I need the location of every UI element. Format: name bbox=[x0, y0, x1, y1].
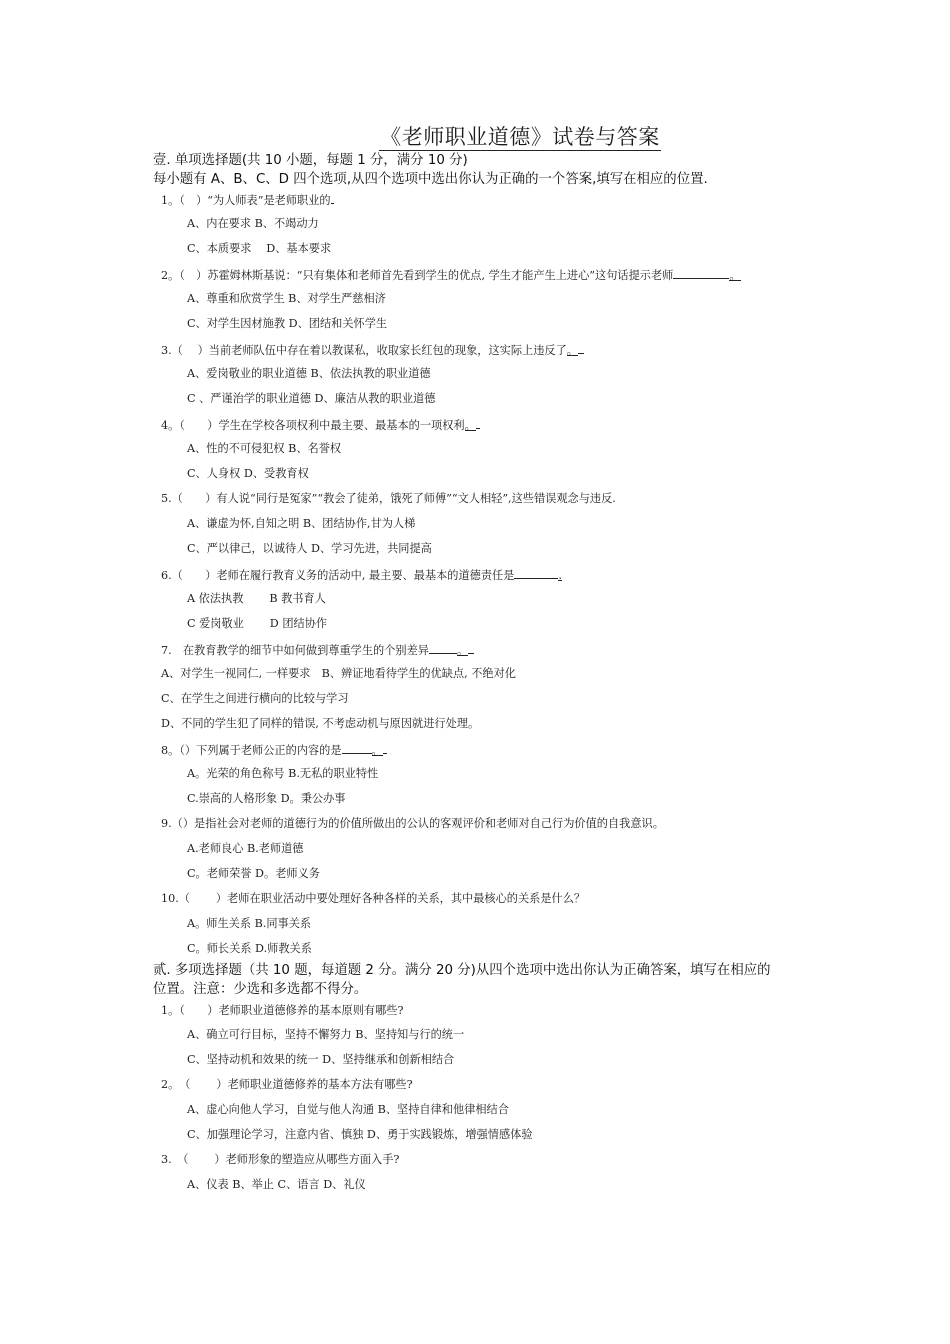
section2-note: 位置。注意：少选和多选都不得分。 bbox=[153, 982, 368, 997]
multi-question-1: 1。（ ）老师职业道德修养的基本原则有哪些? bbox=[161, 1004, 404, 1017]
question-1-option-cd: C、本质要求 D、基本要求 bbox=[187, 242, 332, 255]
question-9: 9.（）是指社会对老师的道德行为的价值所做出的公认的客观评价和老师对自己行为价值的自我意识。 bbox=[161, 817, 664, 830]
question-3-tail: 。 bbox=[566, 344, 578, 357]
question-2-stem: 2。（ ）苏霍姆林斯基说：“只有集体和老师首先看到学生的优点, 学生才能产生上进心”这句话提示老师 bbox=[161, 269, 674, 282]
multi-question-2-option-ab: A、虚心向他人学习，自觉与他人沟通 B、坚持自律和他律相结合 bbox=[187, 1103, 509, 1116]
question-8-stem: 8。（）下列属于老师公正的内容的是 bbox=[161, 744, 342, 757]
question-8-tail: 。 bbox=[371, 744, 383, 757]
question-3 bbox=[161, 342, 584, 358]
answer-blank bbox=[476, 417, 480, 429]
question-8-option-cd: C.崇高的人格形象 D。秉公办事 bbox=[187, 792, 346, 805]
question-1-stem: 1。（ ）“为人师表”是老师职业的 bbox=[161, 194, 331, 207]
question-10: 10.（ ）老师在职业活动中要处理好各种各样的关系，其中最核心的关系是什么？ bbox=[161, 892, 586, 905]
question-4 bbox=[161, 417, 480, 433]
question-4-tail: 。 bbox=[464, 419, 476, 432]
answer-blank bbox=[673, 267, 729, 279]
title-text: 《老师职业道德》试卷与答案 bbox=[380, 125, 660, 149]
question-7-stem: 7. 在教育教学的细节中如何做到尊重学生的个别差异 bbox=[161, 644, 429, 657]
question-3-option-cd: C 、严谨治学的职业道德 D、廉洁从教的职业道德 bbox=[187, 392, 436, 405]
multi-question-1-option-ab: A、确立可行目标，坚持不懈努力 B、坚持知与行的统一 bbox=[187, 1028, 465, 1041]
question-4-option-cd: C、人身权 D、受教育权 bbox=[187, 467, 309, 480]
question-8 bbox=[161, 742, 387, 758]
section1-instruction: 每小题有 A、B、C、D 四个选项,从四个选项中选出你认为正确的一个答案,填写在相应的位置. bbox=[153, 172, 708, 187]
question-2-option-ab: A、尊重和欣赏学生 B、对学生严慈相济 bbox=[187, 292, 386, 305]
question-2 bbox=[161, 267, 741, 283]
question-6 bbox=[161, 567, 562, 583]
question-8-option-ab: A。光荣的角色称号 B.无私的职业特性 bbox=[187, 767, 379, 780]
question-7 bbox=[161, 642, 474, 658]
question-7-option-d: D、不同的学生犯了同样的错误, 不考虑动机与原因就进行处理。 bbox=[161, 717, 480, 730]
answer-blank bbox=[578, 342, 584, 354]
question-4-stem: 4。（ ）学生在学校各项权利中最主要、最基本的一项权利 bbox=[161, 419, 465, 432]
question-1 bbox=[161, 192, 334, 208]
question-10-option-cd: C。师长关系 D.师教关系 bbox=[187, 942, 312, 955]
question-7-option-c: C、在学生之间进行横向的比较与学习 bbox=[161, 692, 349, 705]
question-4-option-ab: A、性的不可侵犯权 B、名誉权 bbox=[187, 442, 342, 455]
answer-blank bbox=[342, 742, 372, 754]
question-5: 5.（ ）有人说“同行是冤家”“教会了徒弟，饿死了师傅”“文人相轻”,这些错误观念与违反. bbox=[161, 492, 616, 505]
question-2-tail: 。 bbox=[729, 269, 741, 282]
answer-blank bbox=[514, 567, 558, 579]
question-7-tail: 。 bbox=[457, 644, 469, 657]
multi-question-1-option-cd: C、坚持动机和效果的统一 D、坚持继承和创新相结合 bbox=[187, 1053, 455, 1066]
question-5-option-ab: A、谦虚为怀,自知之明 B、团结协作,甘为人梯 bbox=[187, 517, 416, 530]
answer-blank bbox=[383, 742, 387, 754]
question-3-stem: 3.（ ）当前老师队伍中存在着以教谋私，收取家长红包的现象，这实际上违反了 bbox=[161, 344, 567, 357]
question-6-option-ab: A 依法执教 B 教书育人 bbox=[187, 592, 326, 605]
question-9-option-cd: C。老师荣誉 D。老师义务 bbox=[187, 867, 320, 880]
multi-question-2-option-cd: C、加强理论学习，注意内省、慎独 D、勇于实践锻炼，增强情感体验 bbox=[187, 1128, 533, 1141]
question-6-stem: 6.（ ）老师在履行教育义务的活动中, 最主要、最基本的道德责任是 bbox=[161, 569, 515, 582]
question-1-option-ab: A、内在要求 B、不竭动力 bbox=[187, 217, 319, 230]
answer-blank bbox=[429, 642, 457, 654]
question-9-option-ab: A.老师良心 B.老师道德 bbox=[187, 842, 304, 855]
multi-question-3: 3. （ ）老师形象的塑造应从哪些方面入手? bbox=[161, 1153, 400, 1166]
section1-heading: 壹. 单项选择题(共 10 小题，每题 1 分，满分 10 分) bbox=[153, 153, 468, 168]
page-title bbox=[0, 124, 950, 150]
question-2-option-cd: C、对学生因材施教 D、团结和关怀学生 bbox=[187, 317, 388, 330]
answer-blank bbox=[331, 192, 334, 204]
question-6-tail: . bbox=[558, 569, 562, 582]
multi-question-3-options: A、仪表 B、举止 C、语言 D、礼仪 bbox=[187, 1178, 366, 1191]
multi-question-2: 2。 （ ）老师职业道德修养的基本方法有哪些? bbox=[161, 1078, 413, 1091]
question-3-option-ab: A、爱岗敬业的职业道德 B、依法执教的职业道德 bbox=[187, 367, 431, 380]
answer-blank bbox=[468, 642, 474, 654]
question-6-option-cd: C 爱岗敬业 D 团结协作 bbox=[187, 617, 328, 630]
section2-heading: 贰. 多项选择题（共 10 题，每道题 2 分。满分 20 分)从四个选项中选出你认为正确答案，填写在相应的 bbox=[153, 963, 771, 978]
question-10-option-ab: A。师生关系 B.同事关系 bbox=[187, 917, 312, 930]
question-7-option-ab: A、对学生一视同仁, 一样要求 B、辨证地看待学生的优缺点, 不绝对化 bbox=[161, 667, 516, 680]
question-5-option-cd: C、严以律己，以诚待人 D、学习先进，共同提高 bbox=[187, 542, 432, 555]
